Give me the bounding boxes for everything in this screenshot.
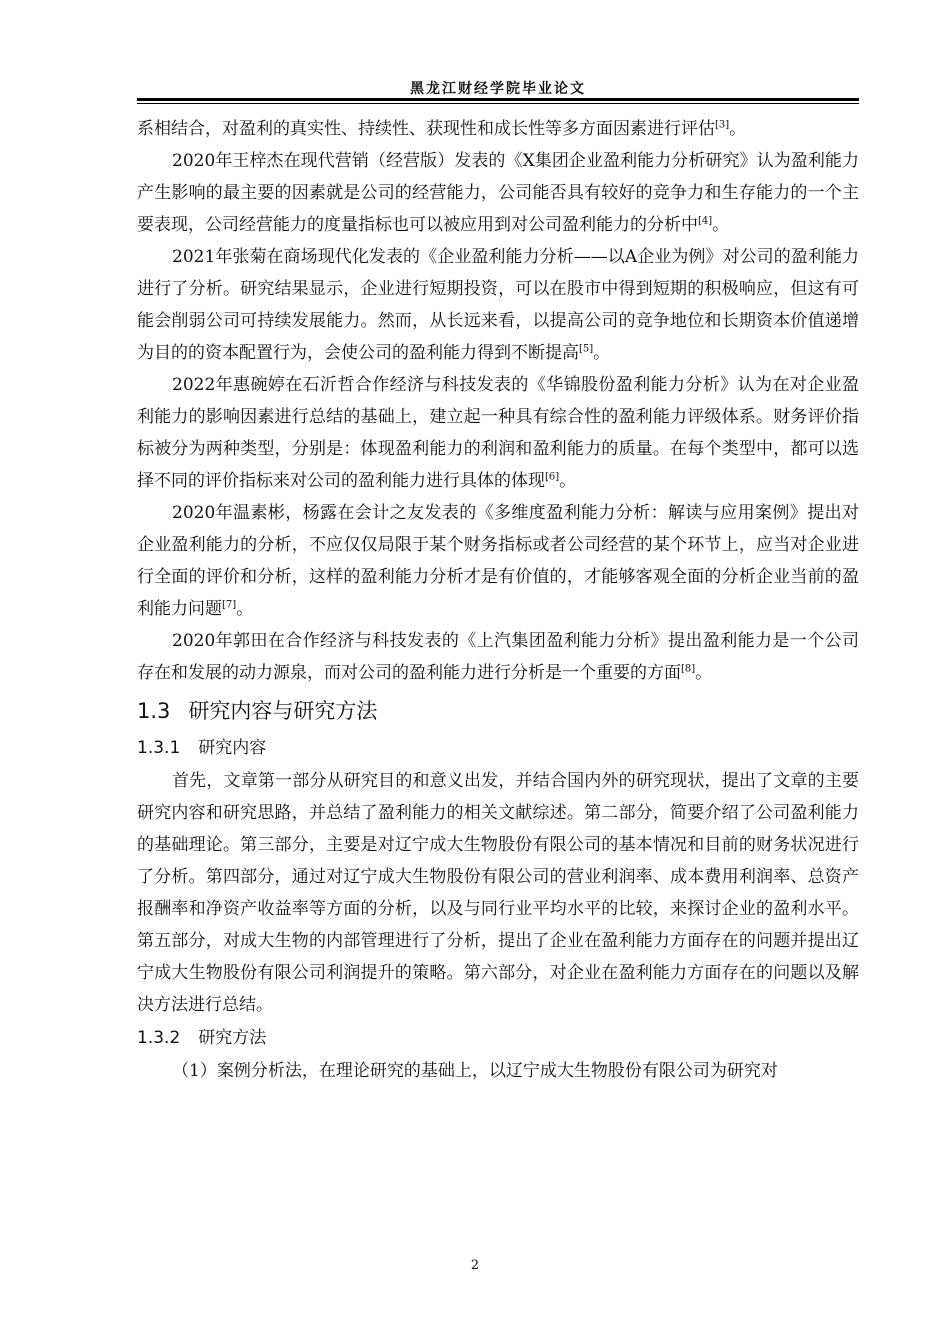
- paragraph: 2020年王梓杰在现代营销（经营版）发表的《X集团企业盈利能力分析研究》认为盈利能力产生影响的最主要的因素就是公司的经营能力，公司能否具有较好的竞争力和生存能力的一个主要表现，公司经营能力的度量指标也可以被应用到对公司盈利能力的分析中[4]。: [137, 151, 859, 235]
- paragraph: 2020年温素彬，杨露在会计之友发表的《多维度盈利能力分析：解读与应用案例》提出对企业盈利能力的分析，不应仅仅局限于某个财务指标或者公司经营的某个环节上，应当对企业进行全面的评价和分析，这样的盈利能力分析才是有价值的，才能够客观全面的分析企业当前的盈利能力问题[7]。: [137, 503, 859, 619]
- paragraph: 2021年张菊在商场现代化发表的《企业盈利能力分析——以A企业为例》对公司的盈利能力进行了分析。研究结果显示，企业进行短期投资，可以在股市中得到短期的积极响应，但这有可能会削弱公司可持续发展能力。然而，从长远来看，以提高公司的竞争地位和长期资本价值递增为目的的资本配置行为，会使公司的盈利能力得到不断提高[5]。: [137, 247, 859, 363]
- paragraph: 2020年郭田在合作经济与科技发表的《上汽集团盈利能力分析》提出盈利能力是一个公司存在和发展的动力源泉，而对公司的盈利能力进行分析是一个重要的方面[8]。: [137, 631, 859, 683]
- citation: [6]: [545, 471, 560, 483]
- header-rule-thin: [137, 103, 859, 104]
- section-heading: 1.3 研究内容与研究方法: [137, 699, 378, 723]
- citation: [3]: [715, 119, 730, 131]
- subsection-heading-method: 1.3.2 研究方法: [137, 1028, 267, 1048]
- page-number: 2: [470, 1258, 480, 1273]
- citation: [8]: [681, 663, 696, 675]
- paragraph: 2022年惠碗婷在石沂哲合作经济与科技发表的《华锦股份盈利能力分析》认为在对企业盈利能力的影响因素进行总结的基础上，建立起一种具有综合性的盈利能力评级体系。财务评价指标被分为两种类型，分别是：体现盈利能力的利润和盈利能力的质量。在每个类型中，都可以选择不同的评价指标来对公司的盈利能力进行具体的体现[6]。: [137, 375, 859, 491]
- running-header: 黑龙江财经学院毕业论文: [410, 81, 586, 97]
- citation: [7]: [222, 599, 237, 611]
- subsection-heading-content: 1.3.1 研究内容: [137, 738, 267, 758]
- paragraph: 首先，文章第一部分从研究目的和意义出发，并结合国内外的研究现状，提出了文章的主要研究内容和研究思路，并总结了盈利能力的相关文献综述。第二部分，简要介绍了公司盈利能力的基础理论。第三部分，主要是对辽宁成大生物股份有限公司的基本情况和目前的财务状况进行了分析。第四部分，通过对辽宁成大生物股份有限公司的营业利润率、成本费用利润率、总资产报酬率和净资产收益率等方面的分析，以及与同行业平均水平的比较，来探讨企业的盈利水平。第五部分，对成大生物的内部管理进行了分析，提出了企业在盈利能力方面存在的问题并提出辽宁成大生物股份有限公司利润提升的策略。第六部分，对企业在盈利能力方面存在的问题以及解决方法进行总结。: [137, 771, 859, 1015]
- paragraph: 系相结合，对盈利的真实性、持续性、获现性和成长性等多方面因素进行评估[3]。: [137, 119, 747, 139]
- citation: [5]: [579, 343, 594, 355]
- header-rule-thick: [137, 98, 859, 101]
- page-body: [137, 113, 859, 1087]
- citation: [4]: [698, 215, 713, 227]
- paragraph: （1）案例分析法，在理论研究的基础上，以辽宁成大生物股份有限公司为研究对: [172, 1061, 778, 1081]
